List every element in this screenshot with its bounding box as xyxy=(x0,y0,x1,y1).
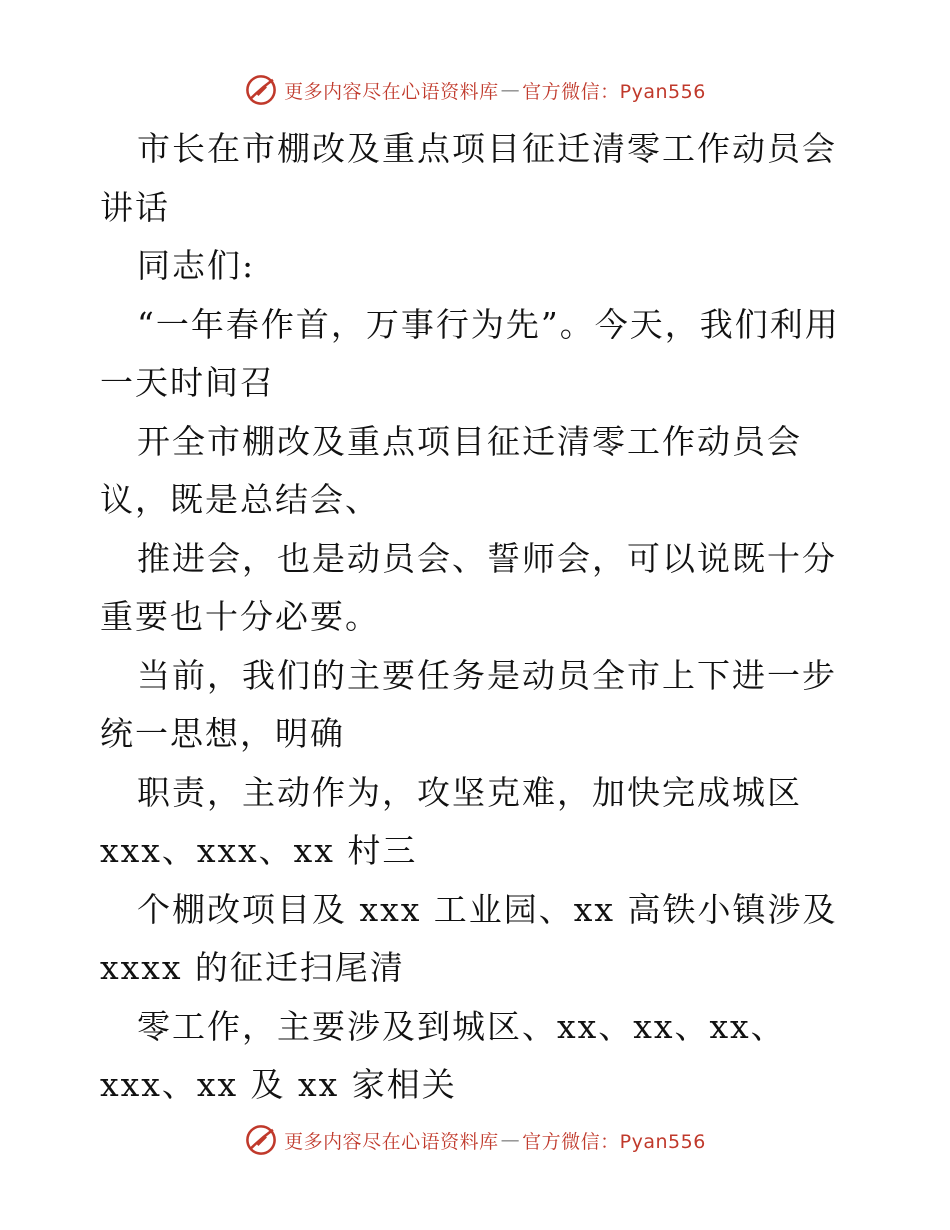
doc-paragraph: 零工作，主要涉及到城区、xx、xx、xx、xxx、xx 及 xx 家相关 xyxy=(100,1006,786,1104)
doc-paragraph: 职责，主动作为，攻坚克难，加快完成城区 xxx、xxx、xx 村三 xyxy=(100,772,802,870)
doc-paragraph: 个棚改项目及 xxx 工业园、xx 高铁小镇涉及 xxxx 的征迁扫尾清 xyxy=(100,889,838,987)
watermark-banner-top xyxy=(0,70,950,110)
doc-paragraph: 开全市棚改及重点项目征迁清零工作动员会议，既是总结会、 xyxy=(100,421,802,519)
banner-title: 更多内容尽在心语资料库 xyxy=(284,80,499,103)
banner-contact: 官方微信：Pyan556 xyxy=(522,1130,706,1153)
doc-paragraph: 当前，我们的主要任务是动员全市上下进一步统一思想，明确 xyxy=(100,655,837,753)
pen-logo-icon xyxy=(244,1123,278,1157)
doc-title: 市长在市棚改及重点项目征迁清零工作动员会讲话 xyxy=(100,129,837,227)
doc-salutation: 同志们: xyxy=(137,246,256,285)
banner-dash: — xyxy=(500,1129,521,1151)
document-body xyxy=(100,120,860,1115)
doc-paragraph: “一年春作首，万事行为先”。今天，我们利用一天时间召 xyxy=(100,304,840,402)
doc-paragraph: 推进会，也是动员会、誓师会，可以说既十分重要也十分必要。 xyxy=(100,538,837,636)
banner-title: 更多内容尽在心语资料库 xyxy=(284,1130,499,1153)
watermark-banner-bottom xyxy=(0,1120,950,1160)
banner-dash: — xyxy=(500,79,521,101)
banner-contact: 官方微信：Pyan556 xyxy=(522,80,706,103)
pen-logo-icon xyxy=(244,73,278,107)
